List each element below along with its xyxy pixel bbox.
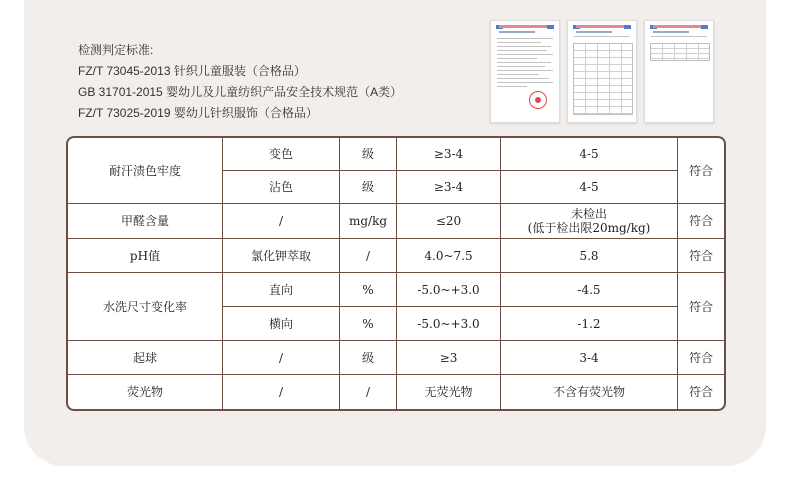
requirement-cell: -5.0~+3.0 xyxy=(397,273,501,307)
verdict-cell: 符合 xyxy=(678,341,724,375)
test-report-image xyxy=(644,20,714,123)
standard-item: FZ/T 73025-2019 婴幼儿针织服饰（合格品） xyxy=(78,106,318,120)
standard-item: GB 31701-2015 婴幼儿及儿童纺织产品安全技术规范（A类） xyxy=(78,85,403,99)
unit-cell: % xyxy=(340,273,397,307)
unit-cell: 级 xyxy=(340,171,397,204)
table-row xyxy=(68,341,724,375)
sub-item-cell: 变色 xyxy=(223,138,340,171)
result-cell: 5.8 xyxy=(501,239,678,273)
unit-cell: 级 xyxy=(340,138,397,171)
result-cell: 3-4 xyxy=(501,341,678,375)
unit-cell: / xyxy=(340,375,397,409)
requirement-cell: ≥3 xyxy=(397,341,501,375)
result-cell: -1.2 xyxy=(501,307,678,341)
requirement-cell: ≤20 xyxy=(397,204,501,239)
result-cell: 4-5 xyxy=(501,171,678,204)
verdict-cell: 符合 xyxy=(678,273,724,341)
sub-item-cell: 氯化钾萃取 xyxy=(223,239,340,273)
standards-heading: 检测判定标准: xyxy=(78,43,154,57)
result-cell: 4-5 xyxy=(501,138,678,171)
requirement-cell: ≥3-4 xyxy=(397,138,501,171)
item-cell: 水洗尺寸变化率 xyxy=(68,273,223,341)
requirement-cell: 4.0~7.5 xyxy=(397,239,501,273)
verdict-cell: 符合 xyxy=(678,138,724,204)
requirement-cell: 无荧光物 xyxy=(397,375,501,409)
unit-cell: % xyxy=(340,307,397,341)
item-cell: 起球 xyxy=(68,341,223,375)
verdict-cell: 符合 xyxy=(678,239,724,273)
result-cell: -4.5 xyxy=(501,273,678,307)
sub-item-cell: 直向 xyxy=(223,273,340,307)
result-value: 未检出 xyxy=(570,207,607,221)
requirement-cell: ≥3-4 xyxy=(397,171,501,204)
item-cell: pH值 xyxy=(68,239,223,273)
verdict-cell: 符合 xyxy=(688,385,713,399)
item-cell: 耐汗渍色牢度 xyxy=(68,138,223,204)
requirement-cell: -5.0~+3.0 xyxy=(397,307,501,341)
result-note: (低于检出限20mg/kg) xyxy=(527,221,651,235)
item-cell: 荧光物 xyxy=(68,375,223,409)
sub-item-cell: 横向 xyxy=(223,307,340,341)
test-results-table xyxy=(66,136,726,411)
standard-item: FZ/T 73045-2013 针织儿童服装（合格品） xyxy=(78,64,306,78)
result-cell xyxy=(501,204,678,239)
sub-item-cell: / xyxy=(223,375,340,409)
item-cell: 甲醛含量 xyxy=(68,204,223,239)
unit-cell: / xyxy=(340,239,397,273)
unit-cell: 级 xyxy=(340,341,397,375)
sub-item-cell: / xyxy=(223,204,340,239)
test-report-image xyxy=(490,20,560,123)
table-row xyxy=(68,375,724,409)
standards-block xyxy=(78,40,402,124)
table-row xyxy=(68,204,724,239)
sub-item-cell: 沾色 xyxy=(223,171,340,204)
table-row xyxy=(68,239,724,273)
sub-item-cell: / xyxy=(223,341,340,375)
table-row xyxy=(68,138,724,171)
test-report-image xyxy=(567,20,637,123)
seal-stamp-icon xyxy=(529,91,547,109)
table-row xyxy=(68,273,724,307)
unit-cell: mg/kg xyxy=(340,204,397,239)
verdict-cell: 符合 xyxy=(678,204,724,239)
result-cell: 不含有荧光物 xyxy=(501,375,678,409)
